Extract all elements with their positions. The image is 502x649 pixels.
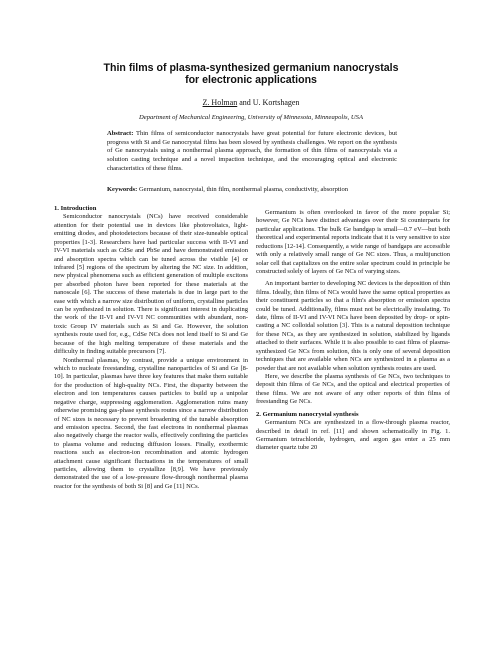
section-2-heading: 2. Germanium nanocrystal synthesis <box>256 410 359 418</box>
keywords <box>107 186 397 195</box>
keywords-label: Keywords: <box>107 186 138 193</box>
co-authors: and U. Kortshagen <box>237 98 300 107</box>
intro-paragraph-5: Here, we describe the plasma synthesis of Ge NCs, two techniques to deposit thin films of Ge NCs, and the optical and electrical properties of these films. We are not aware of any other reports of thin films of freestanding Ge NCs. <box>256 373 450 406</box>
abstract <box>107 130 397 174</box>
left-column <box>54 205 248 649</box>
affiliation: Department of Mechanical Engineering, University of Minnesota, Minneapolis, USA <box>139 114 363 121</box>
author-list <box>80 98 422 108</box>
lead-author: Z. Holman <box>202 98 238 107</box>
intro-paragraph-4: An important barrier to developing NC devices is the deposition of thin films. Ideally, thin films of NCs would have the same optical properties as their constituent particles so that a film's absorption or emission spectra could be tuned. Additionally, films must not be electrically insulating. To date, films of II-VI and IV-VI NCs have been deposited by drop- or spin-casting a NC colloidal solution [3]. This is a natural deposition technique for these NCs, as they are synthesized in solution, stabilized by ligands attached to their surfaces. While it is also possible to cast films of plasma-synthesized Ge NCs from solution, this is only one of several deposition techniques that are available when NCs are synthesized in a plasma as a powder that are not available when solution synthesis routes are used. <box>256 280 450 372</box>
section-1-heading: 1. Introduction <box>54 205 97 212</box>
right-column <box>256 205 450 649</box>
abstract-label: Abstract: <box>107 130 134 137</box>
intro-paragraph-1: Semiconductor nanocrystals (NCs) have received considerable attention for their potential use in devices like photovoltaics, light-emitting diodes, and photodetectors because of their size-tuneable optical properties [1-3]. Researchers have had particular success with II-VI and IV-VI materials such as CdSe and PbSe and have demonstrated emission and absorption spectra which can be tuned across the visible [4] or infrared [5] regions of the spectrum by altering the NC size. In addition, new physical phenomena such as efficient generation of multiple excitons per absorbed photon have been reported for these materials at the nanoscale [6]. The success of these materials is due in large part to the ease with which a narrow size distribution of uniform, crystalline particles can be synthesized in solution. There is significant interest in duplicating the work of the II-VI and IV-VI NC communities with abundant, non-toxic Group IV materials such as Si and Ge. However, the solution synthesis route used for, e.g., CdSe NCs does not lend itself to Si and Ge because of the high melting temperature of these materials and the difficulty in finding suitable precursors [7]. <box>54 213 248 356</box>
title-line-1: Thin films of plasma-synthesized germanium nanocrystals <box>103 62 399 74</box>
keywords-text: Germanium, nanocrystal, thin film, nonthermal plasma, conductivity, absorption <box>137 186 348 193</box>
abstract-text: Thin films of semiconductor nanocrystals have great potential for future electronic devices, but progress with Si and Ge nanocrystal films has been slowed by synthesis challenges. We report on the synthesis of Ge nanocrystals using a nonthermal plasma approach, the formation of thin films of nanocrystals via a solution casting technique and a novel impaction technique, and the encouraging optical and electronic characteristics of these films. <box>107 130 397 172</box>
intro-paragraph-2: Nonthermal plasmas, by contrast, provide a unique environment in which to nucleate freestanding, crystalline nanoparticles of Si and Ge [8-10]. In particular, plasmas have three key features that make them suitable for the production of high-quality NCs. First, the disparity between the electron and ion temperatures causes particles to build up a unipolar negative charge, suppressing agglomeration. Agglomeration ruins many otherwise promising gas-phase synthesis routes since a narrow distribution of NC sizes is necessary to prevent broadening of the tunable absorption and emission spectra. Second, the fast electrons in nonthermal plasmas also negatively charge the reactor walls, effectively confining the particles to plasma volume and reducing diffusion losses. Finally, exothermic reactions such as electron-ion recombination and atomic hydrogen attachment cause significant fluctuations in the temperatures of small particles, allowing them to crystallize [8,9]. We have previously demonstrated the use of a low-pressure flow-through nonthermal plasma reactor for the synthesis of both Si [8] and Ge [11] NCs. <box>54 356 248 490</box>
intro-paragraph-3: Germanium is often overlooked in favor of the more popular Si; however, Ge NCs have distinct advantages over their Si counterparts for particular applications. The bulk Ge bandgap is small—0.7 eV—but both theoretical and experimental reports indicate that it is very sensitive to size reductions [12-14]. Consequently, a wide range of bandgaps are accessible with only a relatively small range of Ge NC sizes. Thus, a multijunction solar cell that capitalizes on the entire solar spectrum could in principle be constructed solely of layers of Ge NCs of varying sizes. <box>256 209 450 275</box>
synthesis-paragraph-1: Germanium NCs are synthesized in a flow-through plasma reactor, described in detail in ref. [11] and shown schematically in Fig. 1. Germanium tetrachloride, hydrogen, and argon gas enter a 25 mm diameter quartz tube 20 <box>256 419 450 452</box>
paper-title <box>80 63 422 86</box>
title-line-2: for electronic applications <box>185 73 317 86</box>
